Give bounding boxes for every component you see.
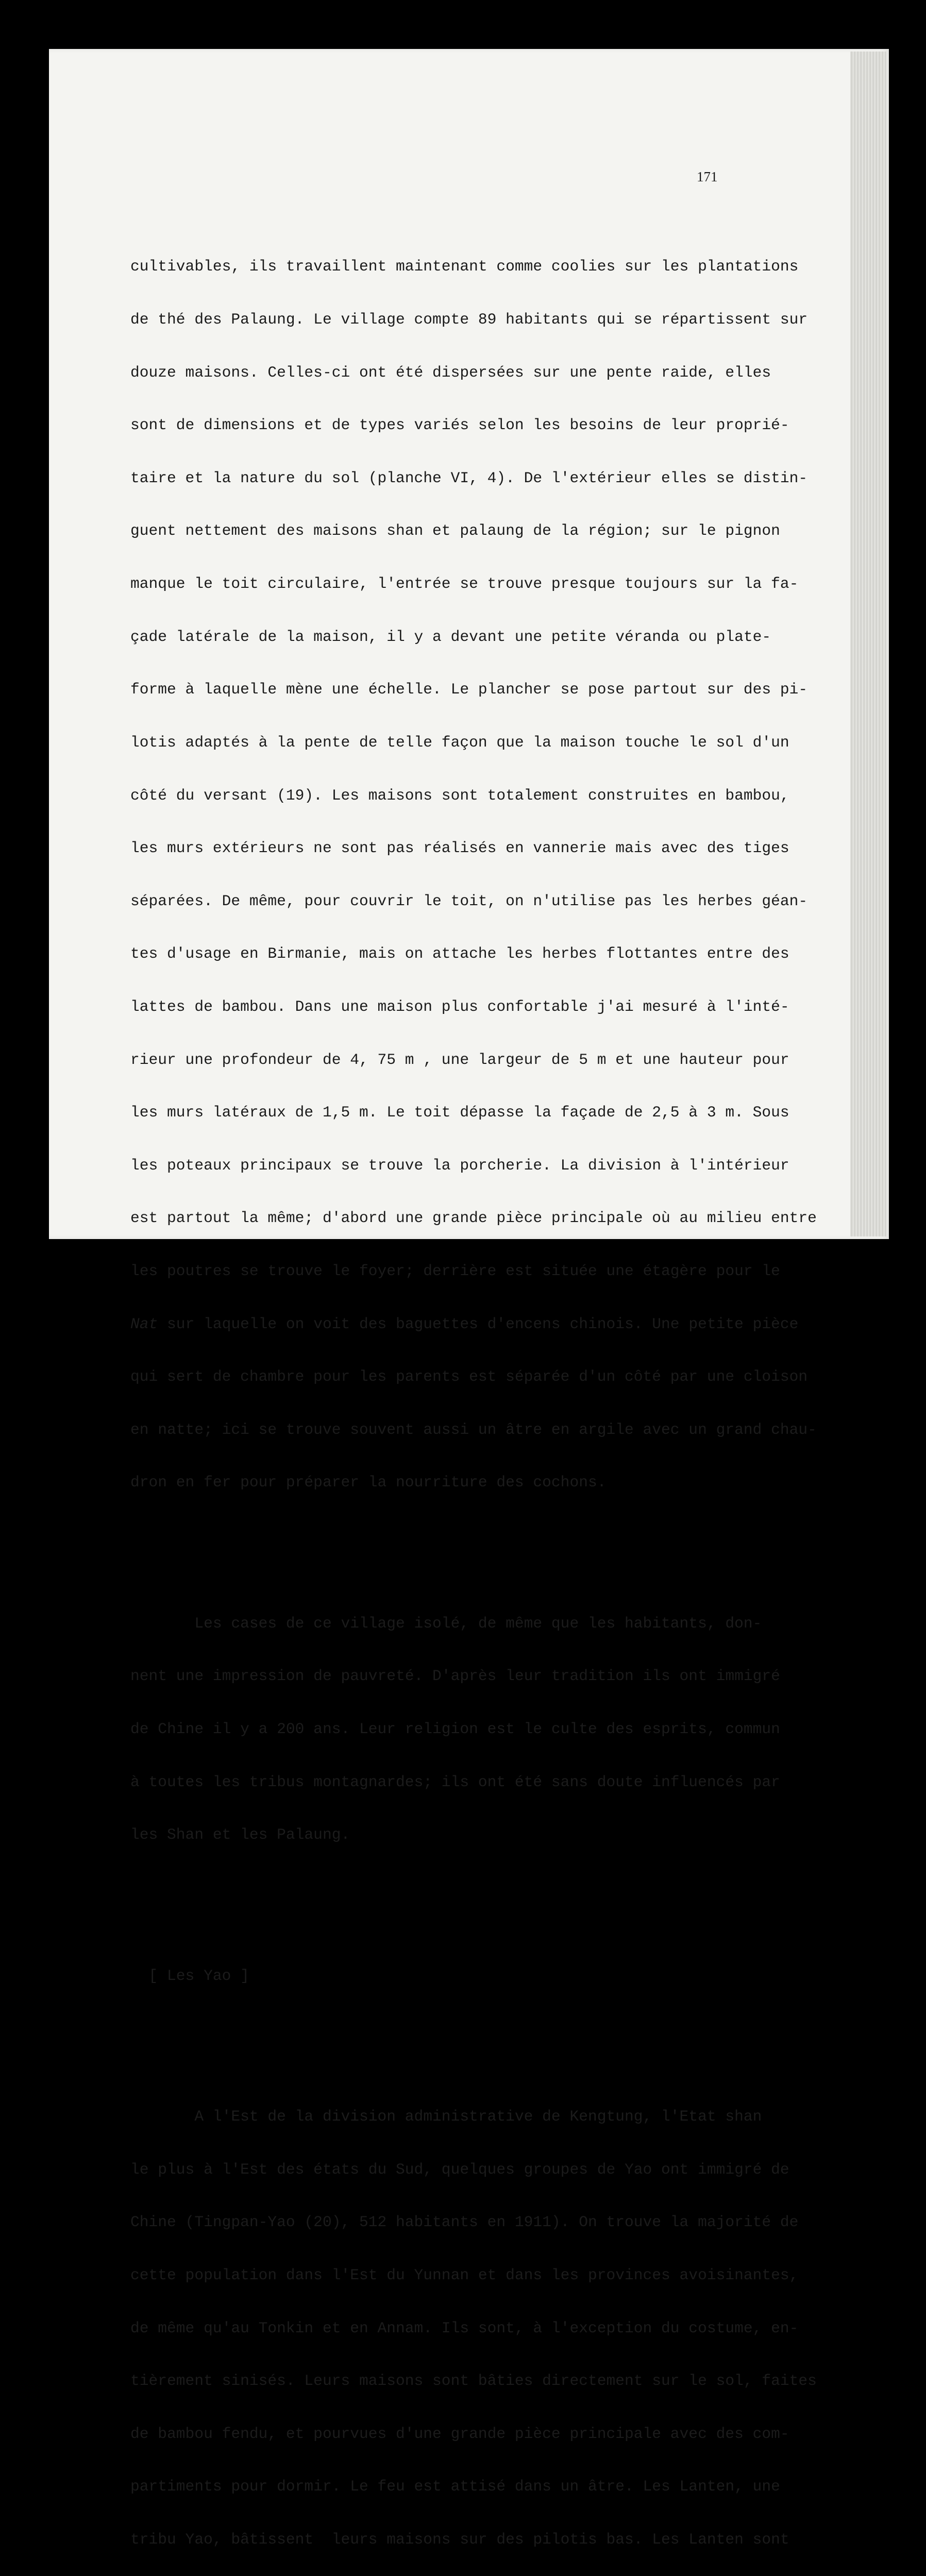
text-line: qui sert de chambre pour les parents est séparée d'un côté par une cloison	[130, 1368, 808, 1386]
text-line: forme à laquelle mène une échelle. Le plancher se pose partout sur des pi-	[130, 681, 808, 699]
text-line: de même qu'au Tonkin et en Annam. Ils sont, à l'exception du costume, en-	[130, 2319, 799, 2337]
text-line	[130, 1315, 799, 1333]
paragraph-gap	[130, 2038, 795, 2055]
text-line: sont de dimensions et de types variés selon les besoins de leur proprié-	[130, 416, 789, 434]
text-line: les poteaux principaux se trouve la porcherie. La division à l'intérieur	[130, 1156, 789, 1174]
text-line: en natte; ici se trouve souvent aussi un âtre en argile avec un grand chau-	[130, 1420, 817, 1438]
text-line: partiments pour dormir. Le feu est attisé dans un âtre. Les Lanten, une	[130, 2478, 780, 2496]
page-edge	[850, 52, 886, 1236]
paragraph-gap	[130, 1896, 795, 1914]
text-line: lotis adaptés à la pente de telle façon que la maison touche le sol d'un	[130, 733, 789, 751]
text-line: tribu Yao, bâtissent leurs maisons sur des pilotis bas. Les Lanten sont	[130, 2531, 789, 2548]
text-line: nent une impression de pauvreté. D'après leur tradition ils ont immigré	[130, 1667, 780, 1685]
page-text	[130, 223, 817, 2576]
text-line: lattes de bambou. Dans une maison plus confortable j'ai mesuré à l'inté-	[130, 997, 789, 1015]
text-line: tes d'usage en Birmanie, mais on attache les herbes flottantes entre des	[130, 945, 789, 963]
text-line: dron en fer pour préparer la nourriture des cochons.	[130, 1473, 607, 1492]
text-line: cultivables, ils travaillent maintenant comme coolies sur les plantations	[130, 258, 799, 276]
text-line: de thé des Palaung. Le village compte 89 habitants qui se répartissent sur	[130, 311, 808, 329]
text-line: manque le toit circulaire, l'entrée se trouve presque toujours sur la fa-	[130, 575, 799, 593]
text-line: çade latérale de la maison, il y a devant une petite véranda ou plate-	[130, 628, 771, 646]
text-line: guent nettement des maisons shan et palaung de la région; sur le pignon	[130, 522, 780, 540]
text-line: les Shan et les Palaung.	[130, 1826, 350, 1844]
text-line: les murs extérieurs ne sont pas réalisés en vannerie mais avec des tiges	[130, 839, 789, 857]
text-line: cette population dans l'Est du Yunnan et dans les provinces avoisinantes,	[130, 2266, 799, 2284]
text-line: Les cases de ce village isolé, de même que les habitants, don-	[130, 1614, 762, 1632]
text-line: taire et la nature du sol (planche VI, 4). De l'extérieur elles se distin-	[130, 469, 808, 487]
text-line: rieur une profondeur de 4, 75 m , une largeur de 5 m et une hauteur pour	[130, 1050, 789, 1069]
text-line: les poutres se trouve le foyer; derrière est située une étagère pour le	[130, 1262, 780, 1280]
italic-word-nat: Nat	[130, 1315, 158, 1333]
text-line: de Chine il y a 200 ans. Leur religion est le culte des esprits, commun	[130, 1720, 780, 1738]
text-line: A l'Est de la division administrative de Kengtung, l'Etat shan	[130, 2108, 762, 2126]
text-line: douze maisons. Celles-ci ont été dispersées sur une pente raide, elles	[130, 363, 771, 381]
section-heading-yao: [ Les Yao ]	[130, 1967, 249, 1985]
text-line: le plus à l'Est des états du Sud, quelques groupes de Yao ont immigré de	[130, 2160, 789, 2178]
text-line: est partout la même; d'abord une grande pièce principale où au milieu entre	[130, 1209, 817, 1227]
text-line: à toutes les tribus montagnardes; ils ont été sans doute influencés par	[130, 1773, 780, 1791]
page-number: 171	[697, 169, 718, 184]
text-line: de bambou fendu, et pourvues d'une grande pièce principale avec des com-	[130, 2425, 789, 2443]
text-line: séparées. De même, pour couvrir le toit, on n'utilise pas les herbes géan-	[130, 892, 808, 910]
text-line: les murs latéraux de 1,5 m. Le toit dépasse la façade de 2,5 à 3 m. Sous	[130, 1104, 789, 1122]
paragraph-gap	[130, 1544, 795, 1562]
text-line: tièrement sinisés. Leurs maisons sont bâties directement sur le sol, faites	[130, 2372, 817, 2390]
text-line: Chine (Tingpan-Yao (20), 512 habitants en 1911). On trouve la majorité de	[130, 2213, 799, 2231]
text-line: côté du versant (19). Les maisons sont totalement construites en bambou,	[130, 786, 789, 804]
text-line-rest: sur laquelle on voit des baguettes d'encens chinois. Une petite pièce	[167, 1315, 799, 1333]
